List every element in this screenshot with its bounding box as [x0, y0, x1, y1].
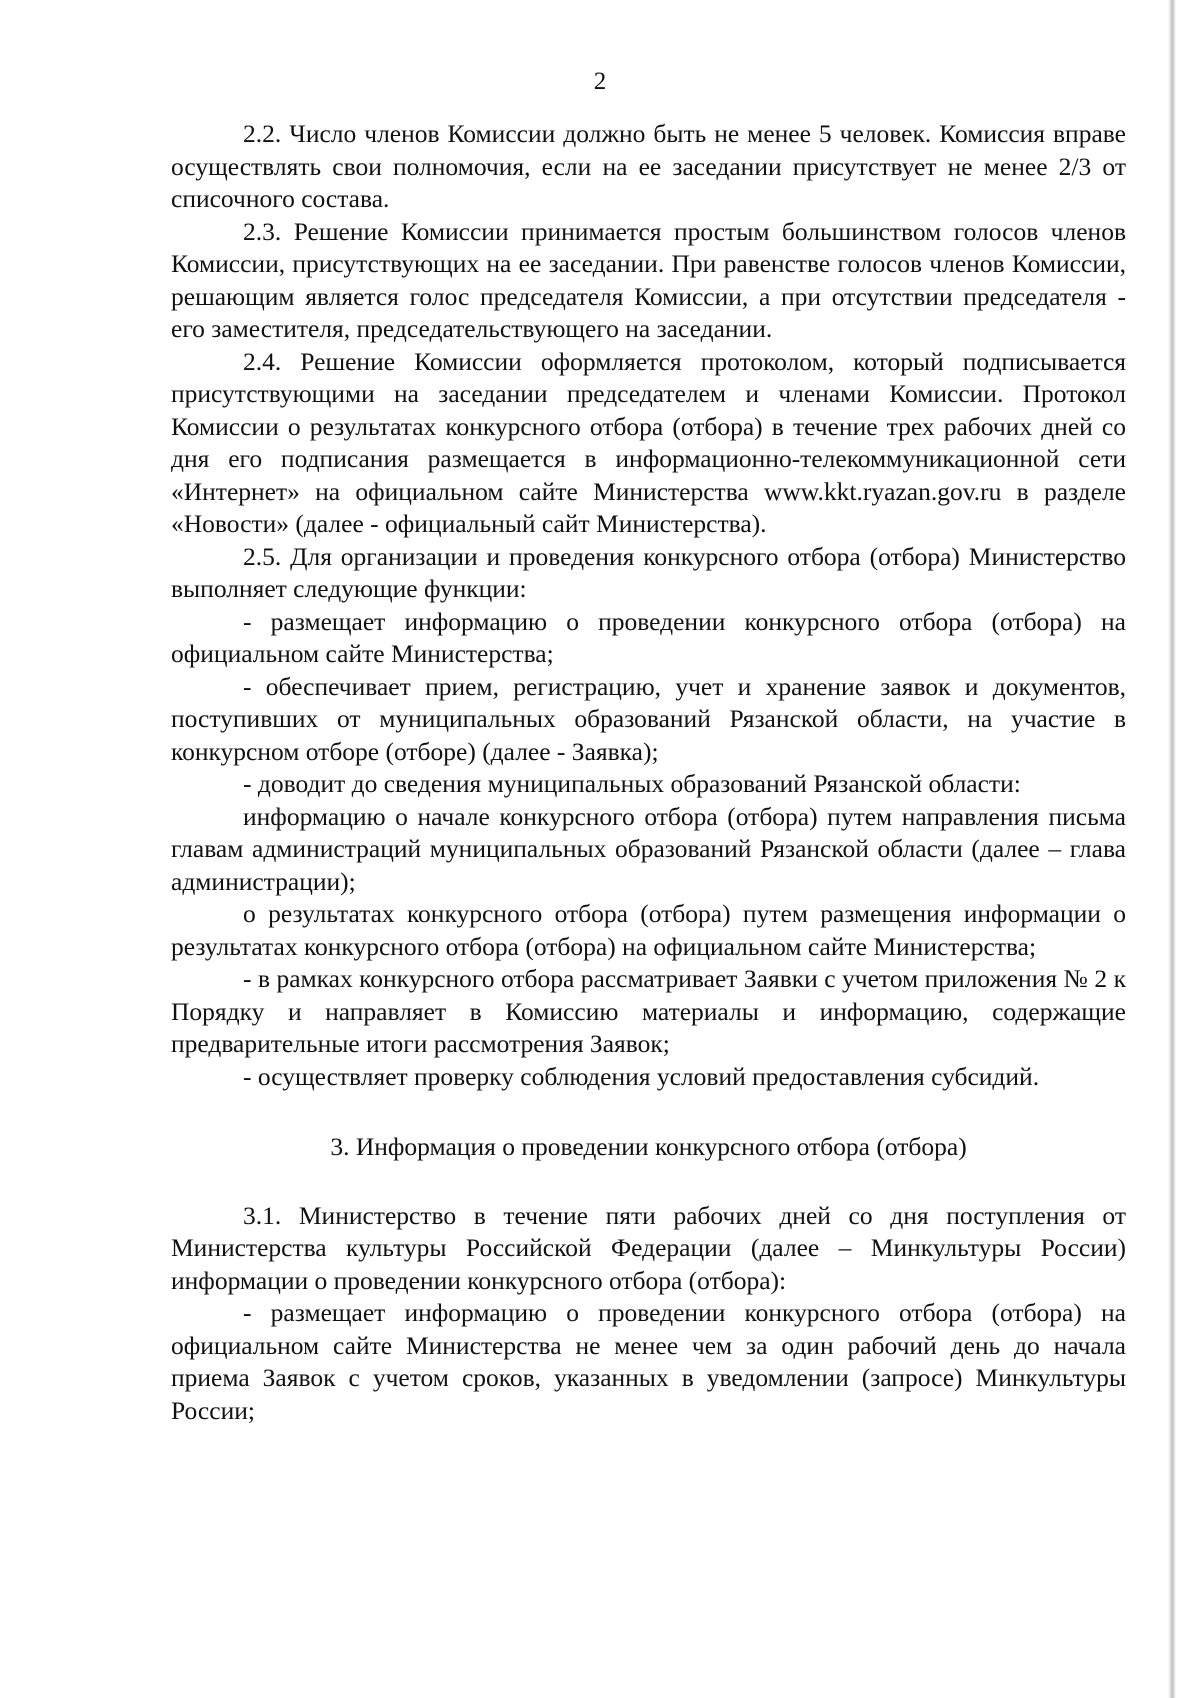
list-item-notify-municipalities: - доводит до сведения муниципальных образований Рязанской области: [243, 769, 1021, 798]
sub-item-start-notice: информацию о начале конкурсного отбора (отбора) путем направления письма главам администраций муниципальных образований Рязанской области (далее – глава администрации); [171, 801, 1126, 896]
paragraph-2-3: 2.3. Решение Комиссии принимается простым большинством голосов членов Комиссии, присутствующих на ее заседании. При равенстве голосов членов Комиссии, решающим является голос председателя Комиссии, а при отсутствии председателя - его заместителя, председательствующего на заседании. [171, 216, 1126, 343]
section-heading-3: 3. Информация о проведении конкурсного отбора (отбора) [330, 1132, 967, 1161]
paragraph-2-2: 2.2. Число членов Комиссии должно быть не менее 5 человек. Комиссия вправе осуществлять свои полномочия, если на ее заседании присутствует не менее 2/3 от списочного состава. [171, 119, 1126, 213]
scan-edge-shadow [1168, 0, 1176, 1698]
list-item-publish-info-deadline: - размещает информацию о проведении конкурсного отбора (отбора) на официальном сайте Министерства не менее чем за один рабочий день до начала приема Заявок с учетом сроков, указанных в уведомлении (запросе) Минкультуры России; [171, 1298, 1126, 1425]
page-number: 2 [593, 68, 607, 95]
list-item-review-applications: - в рамках конкурсного отбора рассматривает Заявки с учетом приложения № 2 к Порядку и направляет в Комиссию материалы и информацию, содержащие предварительные итоги рассмотрения Заявок; [171, 964, 1126, 1058]
sub-item-results-notice: о результатах конкурсного отбора (отбора) путем размещения информации о результатах конкурсного отбора (отбора) на официальном сайте Министерства; [171, 899, 1126, 961]
paragraph-2-4: 2.4. Решение Комиссии оформляется протоколом, который подписывается присутствующими на заседании председателем и членами Комиссии. Протокол Комиссии о результатах конкурсного отбора (отбора) в течение трех рабочих дней со дня его подписания размещается в информационно-телекоммуникационной сети «Интернет» на официальном сайте Министерства www.kkt.ryazan.gov.ru в разделе «Новости» (далее - официальный сайт Министерства). [171, 346, 1126, 538]
document-body [171, 118, 1126, 1427]
paragraph-3-1: 3.1. Министерство в течение пяти рабочих дней со дня поступления от Министерства культуры Российской Федерации (далее – Минкультуры России) информации о проведении конкурсного отбора (отбора): [171, 1200, 1126, 1295]
list-item-publish-info: - размещает информацию о проведении конкурсного отбора (отбора) на официальном сайте Министерства; [171, 606, 1126, 668]
list-item-verify-conditions: - осуществляет проверку соблюдения условий предоставления субсидий. [243, 1061, 1040, 1091]
paragraph-2-5: 2.5. Для организации и проведения конкурсного отбора (отбора) Министерство выполняет следующие функции: [171, 541, 1126, 603]
list-item-accept-applications: - обеспечивает прием, регистрацию, учет и хранение заявок и документов, поступивших от муниципальных образований Рязанской области, на участие в конкурсном отборе (отборе) (далее - Заявка); [171, 671, 1126, 766]
